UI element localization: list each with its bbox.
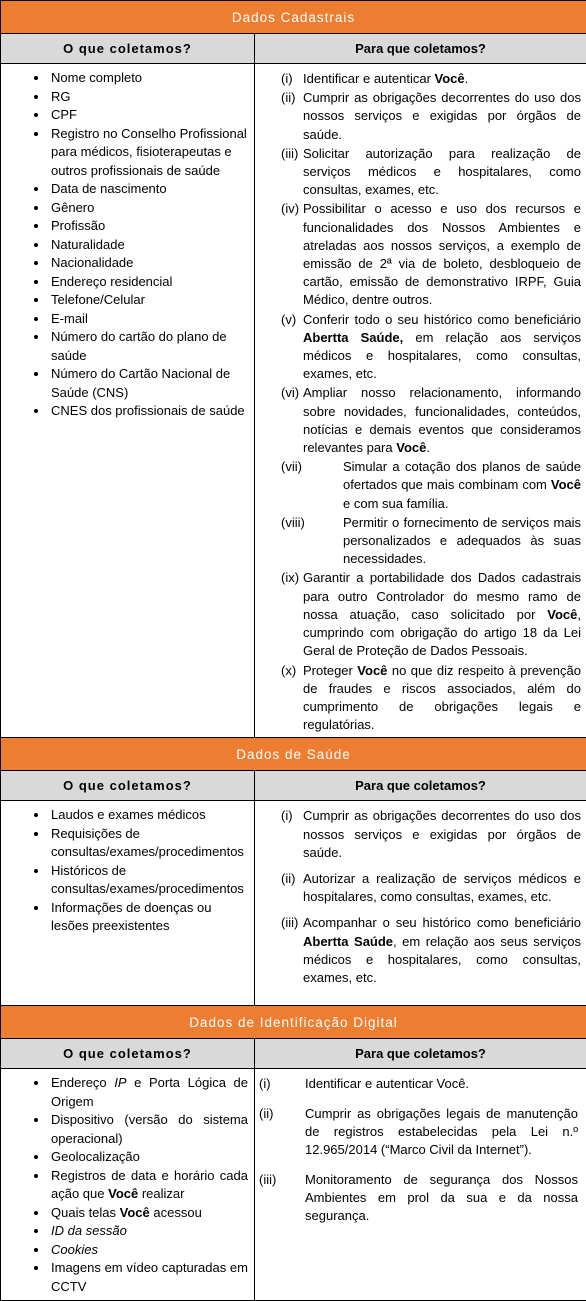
purpose-item (281, 458, 581, 513)
item-text: Autorizar a realização de serviços médicos e hospitalares, como consultas, exames, etc. (303, 870, 581, 906)
list-item: • RG (49, 88, 248, 107)
item-number: (i) (281, 807, 303, 862)
column-header-why: Para que coletamos? (255, 34, 586, 64)
item-number: (vii) (281, 458, 343, 513)
item-number: (ii) (259, 1105, 305, 1159)
section-title: Dados de Saúde (1, 738, 586, 771)
list-item: • Requisições de consultas/exames/procedimentos (49, 825, 248, 862)
list-item: • Históricos de consultas/exames/procedimentos (49, 862, 248, 899)
item-text: Cumprir as obrigações decorrentes do uso dos nossos serviços e exigidas por órgãos de saúde. (303, 89, 581, 144)
section-title: Dados Cadastrais (1, 1, 586, 34)
purpose-item (281, 384, 581, 457)
column-header-what: O que coletamos? (1, 1039, 255, 1069)
item-number: (i) (281, 70, 303, 88)
list-item (49, 1074, 248, 1111)
item-text: Simular a cotação dos planos de saúde ofertados que mais combinam com (343, 459, 581, 492)
item-number: (ii) (281, 870, 303, 906)
list-item: • Nome completo (49, 69, 248, 88)
item-emphasis: Você (108, 1186, 138, 1201)
item-emphasis: Você (547, 607, 577, 622)
list-item (49, 1148, 248, 1167)
collected-cell (1, 64, 255, 738)
purpose-item (281, 70, 581, 88)
item-text: e com sua família. (343, 496, 449, 511)
purpose-item (281, 569, 581, 660)
item-text: . (426, 440, 430, 455)
item-text: Registros de data e horário cada ação que (51, 1168, 248, 1202)
list-item: • Número do cartão do plano de saúde (49, 328, 248, 365)
item-number: (iv) (281, 200, 303, 309)
collected-cell (1, 1069, 255, 1301)
purpose-item (281, 89, 581, 144)
item-emphasis: Você (396, 440, 426, 455)
list-item (49, 1111, 248, 1148)
item-number: (iii) (281, 145, 303, 200)
purpose-item (259, 1105, 578, 1159)
purpose-list (255, 64, 586, 737)
list-item: • Gênero (49, 199, 248, 218)
purpose-item (281, 807, 581, 862)
item-text: Proteger (303, 663, 357, 678)
list-item: • Naturalidade (49, 236, 248, 255)
item-text: Identificar e autenticar (303, 71, 435, 86)
list-item: • CNES dos profissionais de saúde (49, 402, 248, 421)
item-text: Solicitar autorização para realização de serviços médicos e hospitalares, como consultas, exames, etc. (303, 145, 581, 200)
item-text: Quais telas (51, 1205, 120, 1220)
purpose-item (281, 914, 581, 987)
item-text: Cumprir as obrigações decorrentes do uso dos nossos serviços e exigidas por órgãos de saúde. (303, 807, 581, 862)
list-item (49, 1204, 248, 1223)
item-italic: IP (114, 1075, 126, 1090)
list-item: • Data de nascimento (49, 180, 248, 199)
purpose-item (281, 200, 581, 309)
item-text: , cumprindo com obrigação do artigo 18 da Lei Geral de Proteção de Dados Pessoais. (303, 607, 581, 658)
purpose-cell (255, 801, 586, 1006)
item-text: Dispositivo (versão do sistema operacional) (51, 1112, 248, 1146)
purpose-item (281, 514, 581, 569)
list-item: • Endereço residencial (49, 273, 248, 292)
item-text: Ampliar nosso relacionamento, informando sobre novidades, funcionalidades, conteúdos, notícias e demais eventos que consideramos relevantes para (303, 385, 581, 455)
purpose-item (281, 870, 581, 906)
list-item: • Nacionalidade (49, 254, 248, 273)
item-text: realizar (138, 1186, 184, 1201)
item-text: , em relação aos seus serviços médicos e hospitalares, como consultas, exames, etc. (303, 934, 581, 985)
list-item (49, 1259, 248, 1296)
purpose-list (255, 1069, 586, 1239)
collected-list (1, 1069, 254, 1300)
list-item: • Informações de doenças ou lesões preexistentes (49, 899, 248, 936)
purpose-cell (255, 64, 586, 738)
item-number: (ii) (281, 89, 303, 144)
list-item (49, 1222, 248, 1241)
item-text: Imagens em vídeo capturadas em CCTV (51, 1260, 248, 1294)
purpose-item (259, 1171, 578, 1225)
item-number: (v) (281, 311, 303, 384)
item-emphasis: Abertta Saúde (303, 934, 393, 949)
list-item: • Registro no Conselho Profissional para médicos, fisioterapeutas e outros profissionais de saúde (49, 125, 248, 181)
list-item: • Laudos e exames médicos (49, 806, 248, 825)
item-text: Cumprir as obrigações legais de manutenção de registros estabelecidas pela Lei n.º 12.965/2014 (“Marco Civil da Internet”). (305, 1105, 578, 1159)
item-emphasis: Abertta Saúde, (303, 330, 403, 345)
item-text: Conferir todo o seu histórico como beneficiário (303, 312, 581, 327)
item-italic: ID da sessão (51, 1223, 127, 1238)
item-number: (vi) (281, 384, 303, 457)
item-text: Possibilitar o acesso e uso dos recursos e funcionalidades dos Nossos Ambientes e atreladas aos nossos serviços, a exemplo de emissão de 2ª via de boleto, desbloqueio de cartão, emissão de demonstrativo IRPF, Guia Médico, dentre outros. (303, 200, 581, 309)
collected-cell (1, 801, 255, 1006)
item-emphasis: Você (551, 477, 581, 492)
item-text: Monitoramento de segurança dos Nossos Ambientes em prol da sua e da nossa segurança. (305, 1171, 578, 1225)
item-text: Acompanhar o seu histórico como beneficiário (303, 915, 581, 930)
purpose-item (281, 145, 581, 200)
item-emphasis: Você (120, 1205, 150, 1220)
item-text: no que diz respeito à prevenção de fraudes e riscos associados, além do cumprimento de obrigações legais e regulatórias. (303, 663, 581, 733)
item-text: e Porta Lógica de Origem (51, 1075, 248, 1109)
item-text: em relação aos serviços médicos e hospitalares, como consultas, exames, etc. (303, 330, 581, 381)
collected-list (1, 801, 254, 940)
section-title: Dados de Identificação Digital (1, 1006, 586, 1039)
column-header-what: O que coletamos? (1, 34, 255, 64)
item-emphasis: Você (357, 663, 387, 678)
item-number: (iii) (281, 914, 303, 987)
item-text: . (465, 71, 469, 86)
collected-list (1, 64, 254, 425)
column-header-what: O que coletamos? (1, 771, 255, 801)
item-number: (viii) (281, 514, 343, 569)
column-header-why: Para que coletamos? (255, 771, 586, 801)
list-item: • E-mail (49, 310, 248, 329)
purpose-item (281, 662, 581, 735)
list-item: • CPF (49, 106, 248, 125)
item-text: Identificar e autenticar Você. (305, 1075, 578, 1093)
item-text: Permitir o fornecimento de serviços mais personalizados e adequados às suas necessidades. (343, 514, 581, 569)
list-item (49, 1167, 248, 1204)
item-text: Geolocalização (51, 1149, 140, 1164)
item-number: (i) (259, 1075, 305, 1093)
list-item: • Telefone/Celular (49, 291, 248, 310)
item-text: acessou (150, 1205, 202, 1220)
purpose-item (281, 311, 581, 384)
item-number: (iii) (259, 1171, 305, 1225)
list-item (49, 1241, 248, 1260)
purpose-list (255, 801, 586, 997)
item-number: (x) (281, 662, 303, 735)
purpose-cell (255, 1069, 586, 1301)
item-text: Endereço (51, 1075, 114, 1090)
item-text: Garantir a portabilidade dos Dados cadastrais para outro Controlador do mesmo ramo de nossa atuação, caso solicitado por (303, 570, 581, 621)
item-number: (ix) (281, 569, 303, 660)
item-emphasis: Você (435, 71, 465, 86)
purpose-item (259, 1075, 578, 1093)
list-item: • Profissão (49, 217, 248, 236)
list-item: • Número do Cartão Nacional de Saúde (CNS) (49, 365, 248, 402)
item-italic: Cookies (51, 1242, 98, 1257)
column-header-why: Para que coletamos? (255, 1039, 586, 1069)
